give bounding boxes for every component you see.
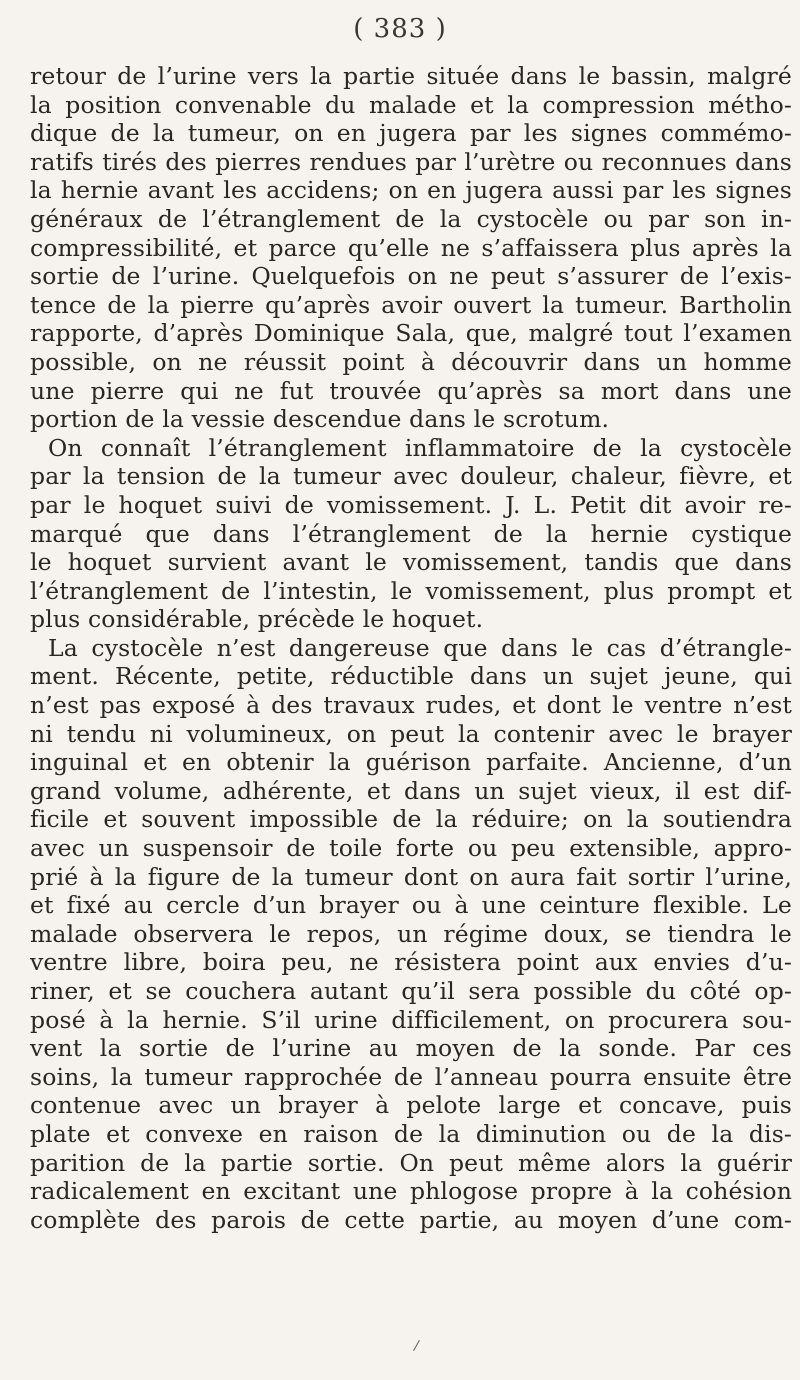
text-line: n’est pas exposé à des travaux rudes, et dont le ventre n’est xyxy=(30,691,792,720)
text-line: posé à la hernie. S’il urine difficilement, on procurera sou- xyxy=(30,1005,792,1034)
text-line: plate et convexe en raison de la diminution ou de la dis- xyxy=(30,1119,792,1148)
text-line: une pierre qui ne fut trouvée qu’après sa mort dans une xyxy=(30,376,792,405)
text-line: la position convenable du malade et la compression métho- xyxy=(30,90,792,119)
text-line: ventre libre, boira peu, ne résistera point aux envies d’u- xyxy=(30,948,792,977)
text-line: avec un suspensoir de toile forte ou peu extensible, appro- xyxy=(30,834,792,863)
text-line: riner, et se couchera autant qu’il sera possible du côté op- xyxy=(30,977,792,1005)
text-line: par la tension de la tumeur avec douleur, chaleur, fièvre, et xyxy=(30,462,792,491)
text-line: et fixé au cercle d’un brayer ou à une ceinture flexible. Le xyxy=(30,891,792,920)
page-number: ( 383 ) xyxy=(353,14,447,44)
text-line: sortie de l’urine. Quelquefois on ne peut s’assurer de l’exis- xyxy=(30,262,792,291)
text-line: ment. Récente, petite, réductible dans un sujet jeune, qui xyxy=(30,662,792,691)
text-line: retour de l’urine vers la partie située dans le bassin, malgré xyxy=(30,62,792,90)
text-line: compressibilité, et parce qu’elle ne s’affaissera plus après la xyxy=(30,233,792,262)
paragraph-start-line: La cystocèle n’est dangereuse que dans le cas d’étrangle- xyxy=(48,633,792,662)
text-line: vent la sortie de l’urine au moyen de la sonde. Par ces xyxy=(30,1034,792,1063)
text-line: grand volume, adhérente, et dans un sujet vieux, il est dif- xyxy=(30,776,792,805)
text-line: l’étranglement de l’intestin, le vomissement, plus prompt et xyxy=(30,576,792,605)
text-line: rapporte, d’après Dominique Sala, que, malgré tout l’examen xyxy=(30,319,792,348)
text-line: le hoquet survient avant le vomissement, tandis que dans xyxy=(30,548,792,577)
text-line: marqué que dans l’étranglement de la hernie cystique xyxy=(30,519,792,548)
text-line: malade observera le repos, un régime doux, se tiendra le xyxy=(30,919,792,948)
text-line: possible, on ne réussit point à découvrir dans un homme xyxy=(30,347,792,376)
text-line: soins, la tumeur rapprochée de l’anneau pourra ensuite être xyxy=(30,1062,792,1091)
text-line: contenue avec un brayer à pelote large et concave, puis xyxy=(30,1091,792,1120)
text-line: la hernie avant les accidens; on en jugera aussi par les signes xyxy=(30,176,792,205)
text-line: prié à la figure de la tumeur dont on aura fait sortir l’urine, xyxy=(30,862,792,891)
text-line: dique de la tumeur, on en jugera par les signes commémo- xyxy=(30,119,792,148)
text-line: complète des parois de cette partie, au moyen d’une com- xyxy=(30,1205,792,1234)
paragraph-end-line: portion de la vessie descendue dans le scrotum. xyxy=(30,405,610,434)
body-text xyxy=(30,62,792,1234)
paragraph-start-line: On connaît l’étranglement inflammatoire de la cystocèle xyxy=(48,433,792,462)
text-line: ficile et souvent impossible de la réduire; on la soutiendra xyxy=(30,805,792,834)
text-line: parition de la partie sortie. On peut même alors la guérir xyxy=(30,1148,792,1177)
text-line: radicalement en excitant une phlogose propre à la cohésion xyxy=(30,1177,792,1206)
text-line: généraux de l’étranglement de la cystocèle ou par son in- xyxy=(30,204,792,233)
text-line: ni tendu ni volumineux, on peut la contenir avec le brayer xyxy=(30,719,792,748)
printer-mark: / xyxy=(412,1337,421,1355)
paragraph-end-line: plus considérable, précède le hoquet. xyxy=(30,605,484,634)
text-line: par le hoquet suivi de vomissement. J. L. Petit dit avoir re- xyxy=(30,490,792,519)
text-line: ratifs tirés des pierres rendues par l’urètre ou reconnues dans xyxy=(30,147,792,176)
text-line: tence de la pierre qu’après avoir ouvert la tumeur. Bartholin xyxy=(30,290,792,319)
text-line: inguinal et en obtenir la guérison parfaite. Ancienne, d’un xyxy=(30,748,792,777)
